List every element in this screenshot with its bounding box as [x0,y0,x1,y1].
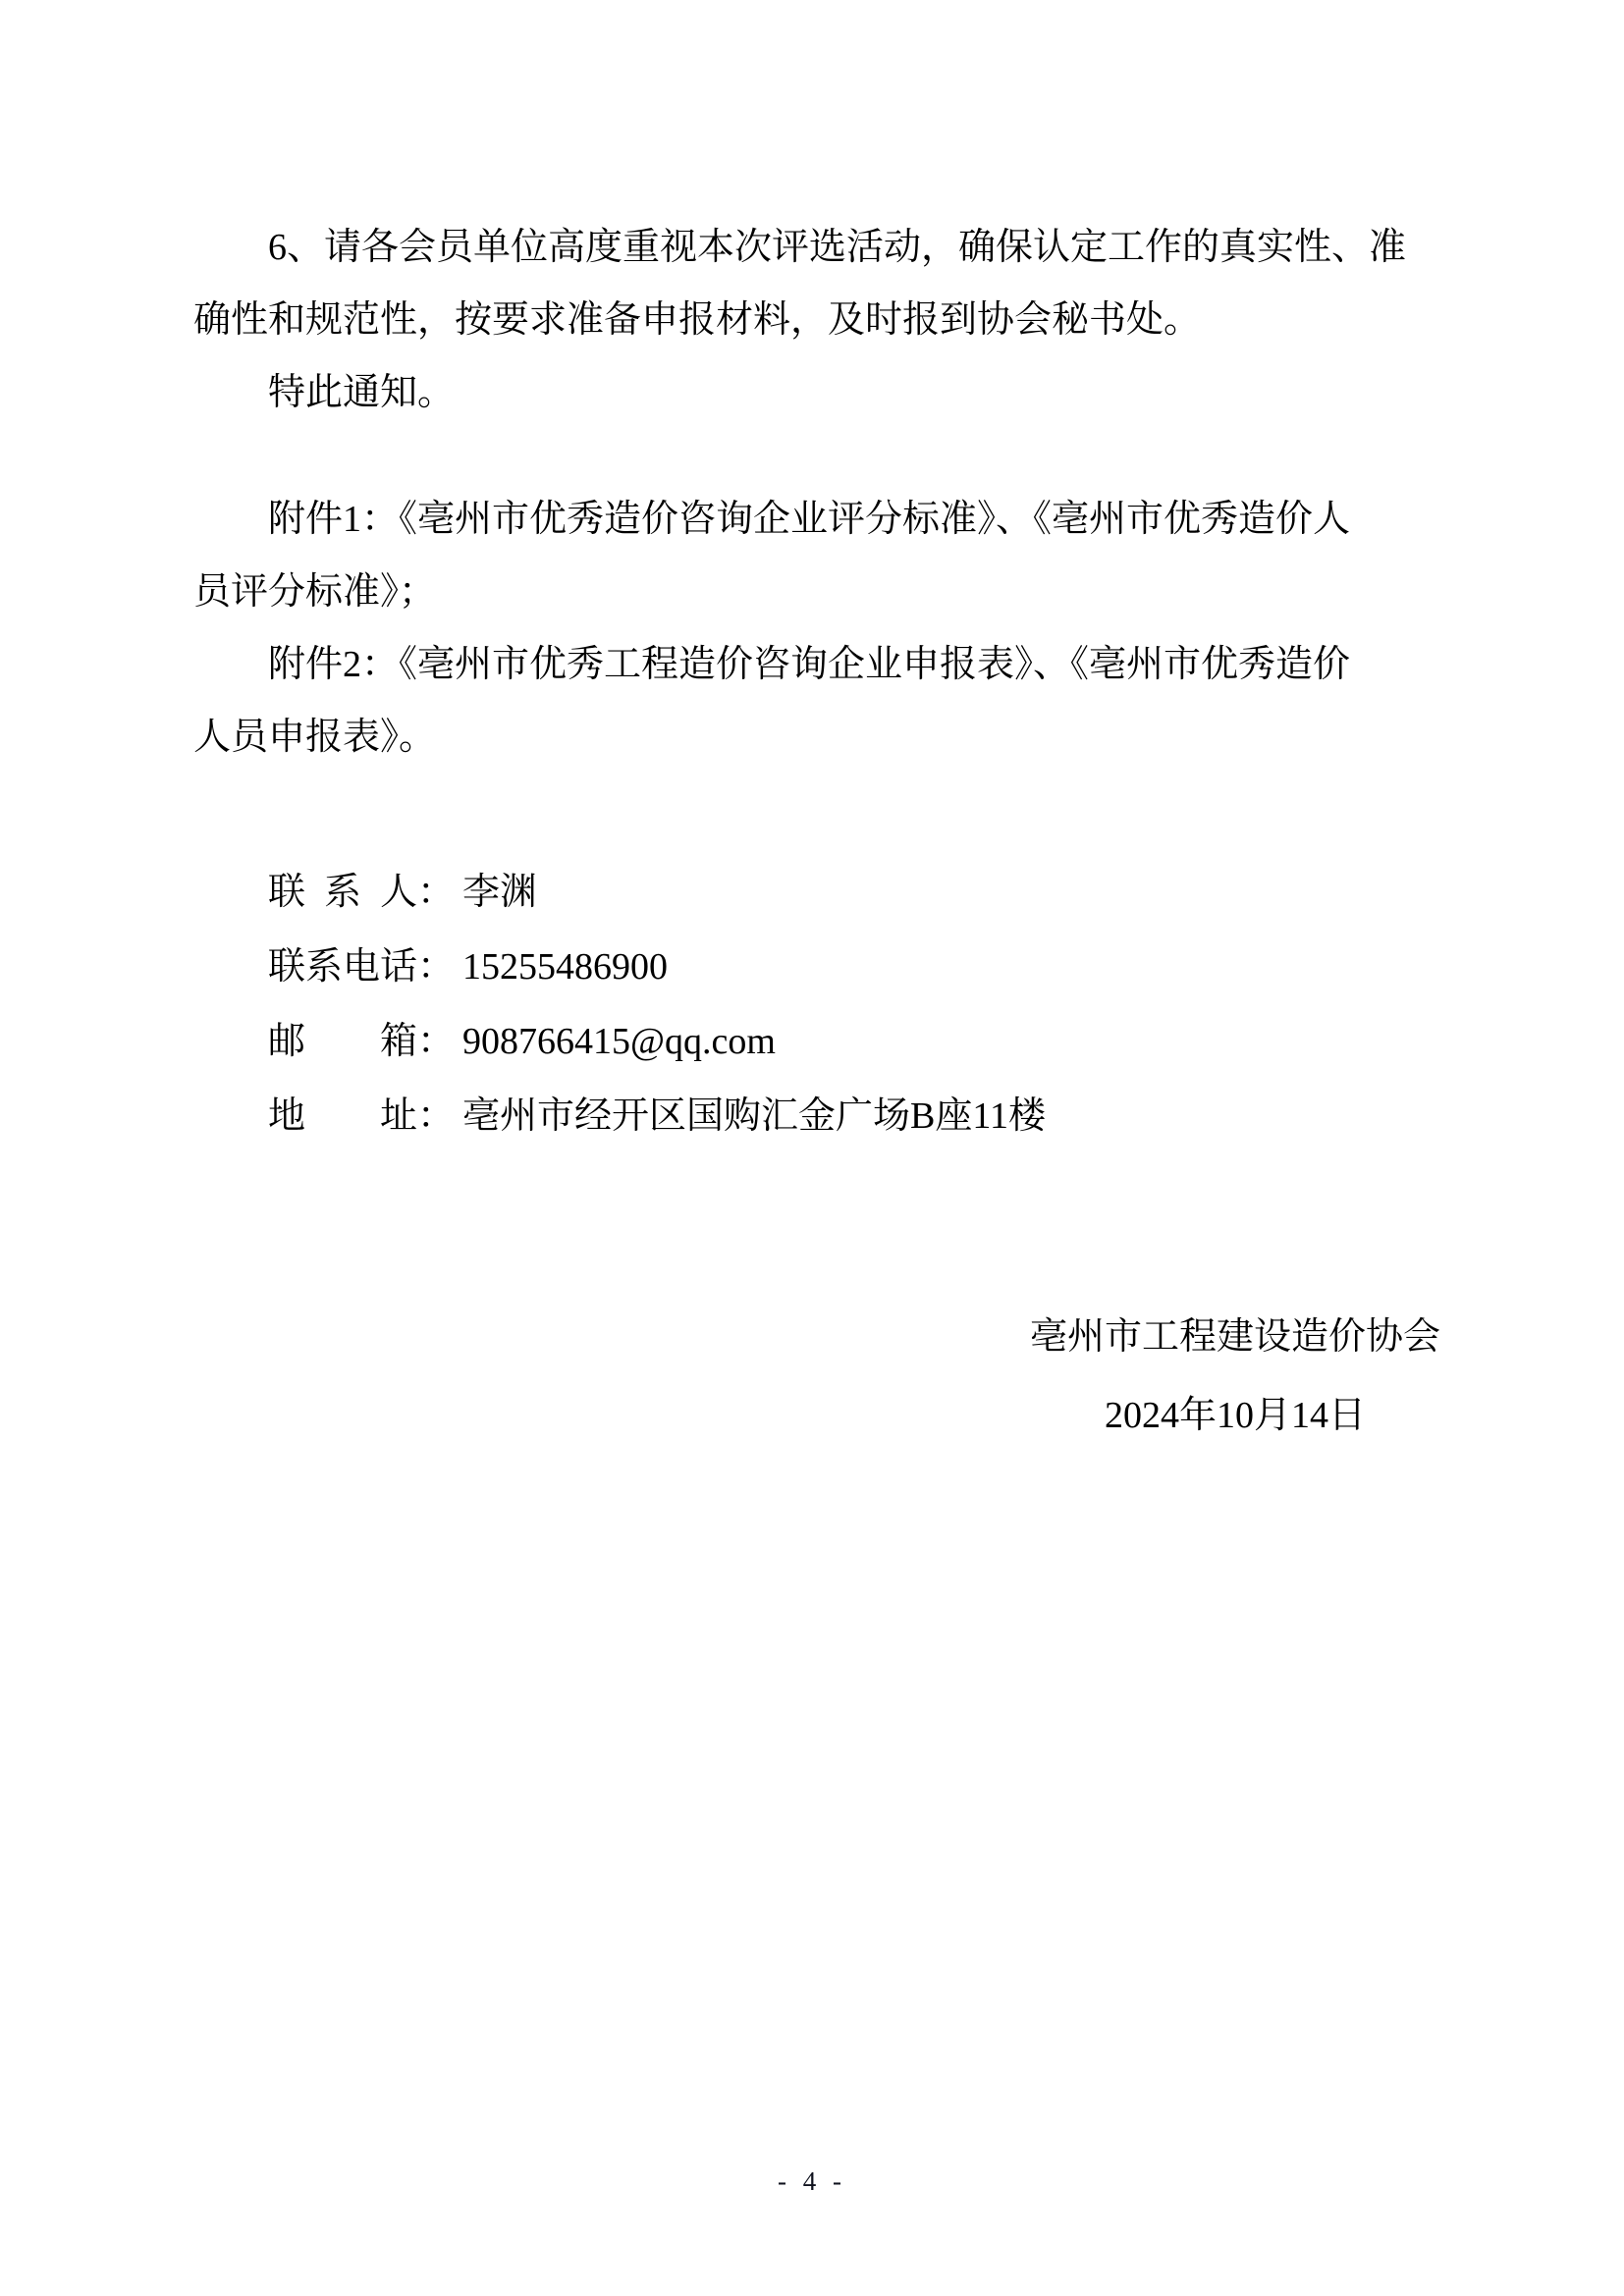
document-body [193,211,1440,1455]
contact-info [193,855,1440,1153]
attachment-1-line-2: 员评分标准》； [193,571,437,613]
attachment-1-line-1: 附件1：《亳州市优秀造价咨询企业评分标准》、《亳州市优秀造价人 [268,499,1351,540]
contact-email-colon: ： [417,1021,456,1062]
contact-phone-label: 联 系 电 话 [268,946,418,988]
notice-line: 特此通知。 [268,372,456,413]
contact-person-label: 联 系 人 [268,872,417,913]
contact-email-row [193,1004,1440,1079]
contact-email-label: 邮 箱 [268,1021,417,1062]
contact-phone-row [193,930,1440,1004]
contact-address-label: 地 址 [268,1095,417,1137]
contact-email-value: 908766415@qq.com [462,1021,776,1062]
paragraph-item-6-line-2: 确性和规范性，按要求准备申报材料，及时报到协会秘书处。 [193,299,1202,341]
contact-address-row [193,1079,1440,1153]
contact-phone-colon: ： [417,946,456,988]
contact-person-value: 李渊 [462,872,538,913]
signature-organization: 亳州市工程建设造价协会 [1029,1316,1440,1358]
contact-phone-value: 15255486900 [462,946,669,988]
signature-inner [1030,1298,1440,1455]
signature-block [193,1298,1440,1455]
paragraph-item-6-line-1: 6、请各会员单位高度重视本次评选活动，确保认定工作的真实性、准 [268,227,1407,268]
paragraph-notice [193,356,1440,429]
paragraph-item-6 [193,211,1440,356]
contact-address-colon: ： [417,1095,456,1137]
attachment-2-line-2: 人员申报表》。 [193,717,437,758]
contact-person-row [193,855,1440,930]
signature-date: 2024年10月14日 [1104,1395,1366,1436]
attachment-list [193,483,1440,774]
page-number: - 4 - [778,2166,846,2196]
attachment-2-line-1: 附件2：《亳州市优秀工程造价咨询企业申报表》、《亳州市优秀造价 [268,644,1351,685]
contact-person-colon: ： [417,872,456,913]
contact-address-value: 亳州市经开区国购汇金广场B座11楼 [462,1095,1046,1137]
